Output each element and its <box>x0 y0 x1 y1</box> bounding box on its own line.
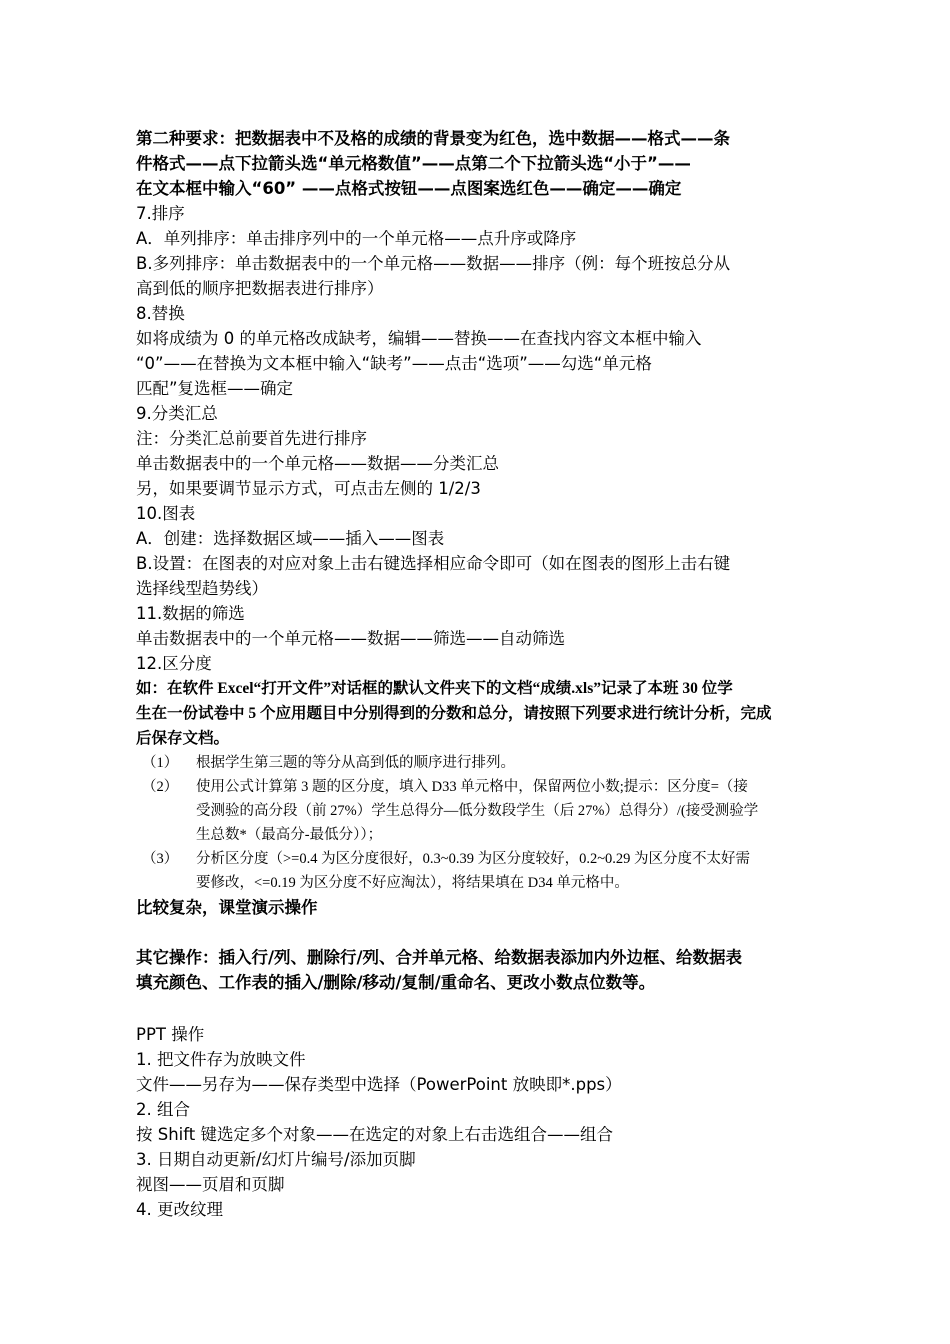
text-line: 在文本框中输入“60” ——点格式按钮——点图案选红色——确定——确定 <box>136 179 682 198</box>
ppt-instructions <box>136 1022 816 1222</box>
list-item-text: 根据学生第三题的等分从高到低的顺序进行排列。 <box>196 755 515 771</box>
text-line: 按 Shift 键选定多个对象——在选定的对象上右击选组合——组合 <box>136 1125 613 1144</box>
other-operations-line: 其它操作：插入行/列、删除行/列、合并单元格、给数据表添加内外边框、给数据表 <box>136 948 743 967</box>
text-line: 件格式——点下拉箭头选“单元格数值”——点第二个下拉箭头选“小于”—— <box>136 154 691 173</box>
section-heading-discrimination: 12.区分度 <box>136 654 212 673</box>
list-item-number: （1） <box>142 755 179 771</box>
section-heading-replace: 8.替换 <box>136 304 185 323</box>
text-line: 视图——页眉和页脚 <box>136 1175 285 1194</box>
example-line: 如：在软件 Excel“打开文件”对话框的默认文件夹下的文档“成绩.xls”记录了本班 30 位学 <box>136 680 733 697</box>
list-item-text: 分析区分度（>=0.4 为区分度很好，0.3~0.39 为区分度较好，0.2~0.29 为区分度不太好需 <box>196 851 751 867</box>
other-operations-line: 填充颜色、工作表的插入/删除/移动/复制/重命名、更改小数点位数等。 <box>136 973 656 992</box>
list-item <box>136 775 816 847</box>
ppt-heading: 4. 更改纹理 <box>136 1200 223 1219</box>
text-line: B.多列排序：单击数据表中的一个单元格——数据——排序（例：每个班按总分从 <box>136 254 731 273</box>
text-line: 单击数据表中的一个单元格——数据——分类汇总 <box>136 454 499 473</box>
list-item-text: 生总数*（最高分-最低分））； <box>196 827 383 843</box>
section-heading-filter: 11.数据的筛选 <box>136 604 245 623</box>
excel-instructions <box>136 126 816 995</box>
text-line: 另，如果要调节显示方式，可点击左侧的 1/2/3 <box>136 479 481 498</box>
list-item-text: 要修改，<=0.19 为区分度不好应淘汰），将结果填在 D34 单元格中。 <box>196 875 629 891</box>
list-item-number: （2） <box>142 779 179 795</box>
text-line: 如将成绩为 0 的单元格改成缺考，编辑——替换——在查找内容文本框中输入 <box>136 329 702 348</box>
text-line: “0”——在替换为文本框中输入“缺考”——点击“选项”——勾选“单元格 <box>136 354 652 373</box>
text-line: 匹配”复选框——确定 <box>136 379 294 398</box>
list-item-number: （3） <box>142 851 179 867</box>
text-line: 注：分类汇总前要首先进行排序 <box>136 429 367 448</box>
ppt-section-title: PPT 操作 <box>136 1025 205 1044</box>
section-heading-subtotal: 9.分类汇总 <box>136 404 218 423</box>
text-line: 单击数据表中的一个单元格——数据——筛选——自动筛选 <box>136 629 565 648</box>
example-line: 后保存文档。 <box>136 730 230 747</box>
ppt-heading: 2. 组合 <box>136 1100 190 1119</box>
ppt-heading: 3. 日期自动更新/幻灯片编号/添加页脚 <box>136 1150 416 1169</box>
example-line: 生在一份试卷中 5 个应用题目中分别得到的分数和总分，请按照下列要求进行统计分析，完成 <box>136 705 772 722</box>
section-heading-sort: 7.排序 <box>136 204 185 223</box>
list-item-text: 受测验的高分段（前 27%）学生总得分—低分数段学生（后 27%）总得分）/(接受测验学 <box>196 803 759 819</box>
list-item-text: 使用公式计算第 3 题的区分度，填入 D33 单元格中，保留两位小数;提示：区分度=（接 <box>196 779 748 795</box>
ppt-heading: 1. 把文件存为放映文件 <box>136 1050 306 1069</box>
text-line: 第二种要求：把数据表中不及格的成绩的背景变为红色，选中数据——格式——条 <box>136 129 730 148</box>
text-line: A．创建：选择数据区域——插入——图表 <box>136 529 445 548</box>
demo-note: 比较复杂，课堂演示操作 <box>136 898 318 917</box>
text-line: B.设置：在图表的对应对象上击右键选择相应命令即可（如在图表的图形上击右键 <box>136 554 731 573</box>
section-heading-chart: 10.图表 <box>136 504 196 523</box>
text-line: 选择线型趋势线） <box>136 579 268 598</box>
text-line: A．单列排序：单击排序列中的一个单元格——点升序或降序 <box>136 229 577 248</box>
text-line: 文件——另存为——保存类型中选择（PowerPoint 放映即*.pps） <box>136 1075 622 1094</box>
list-item <box>136 751 816 775</box>
text-line: 高到低的顺序把数据表进行排序） <box>136 279 384 298</box>
list-item <box>136 847 816 895</box>
